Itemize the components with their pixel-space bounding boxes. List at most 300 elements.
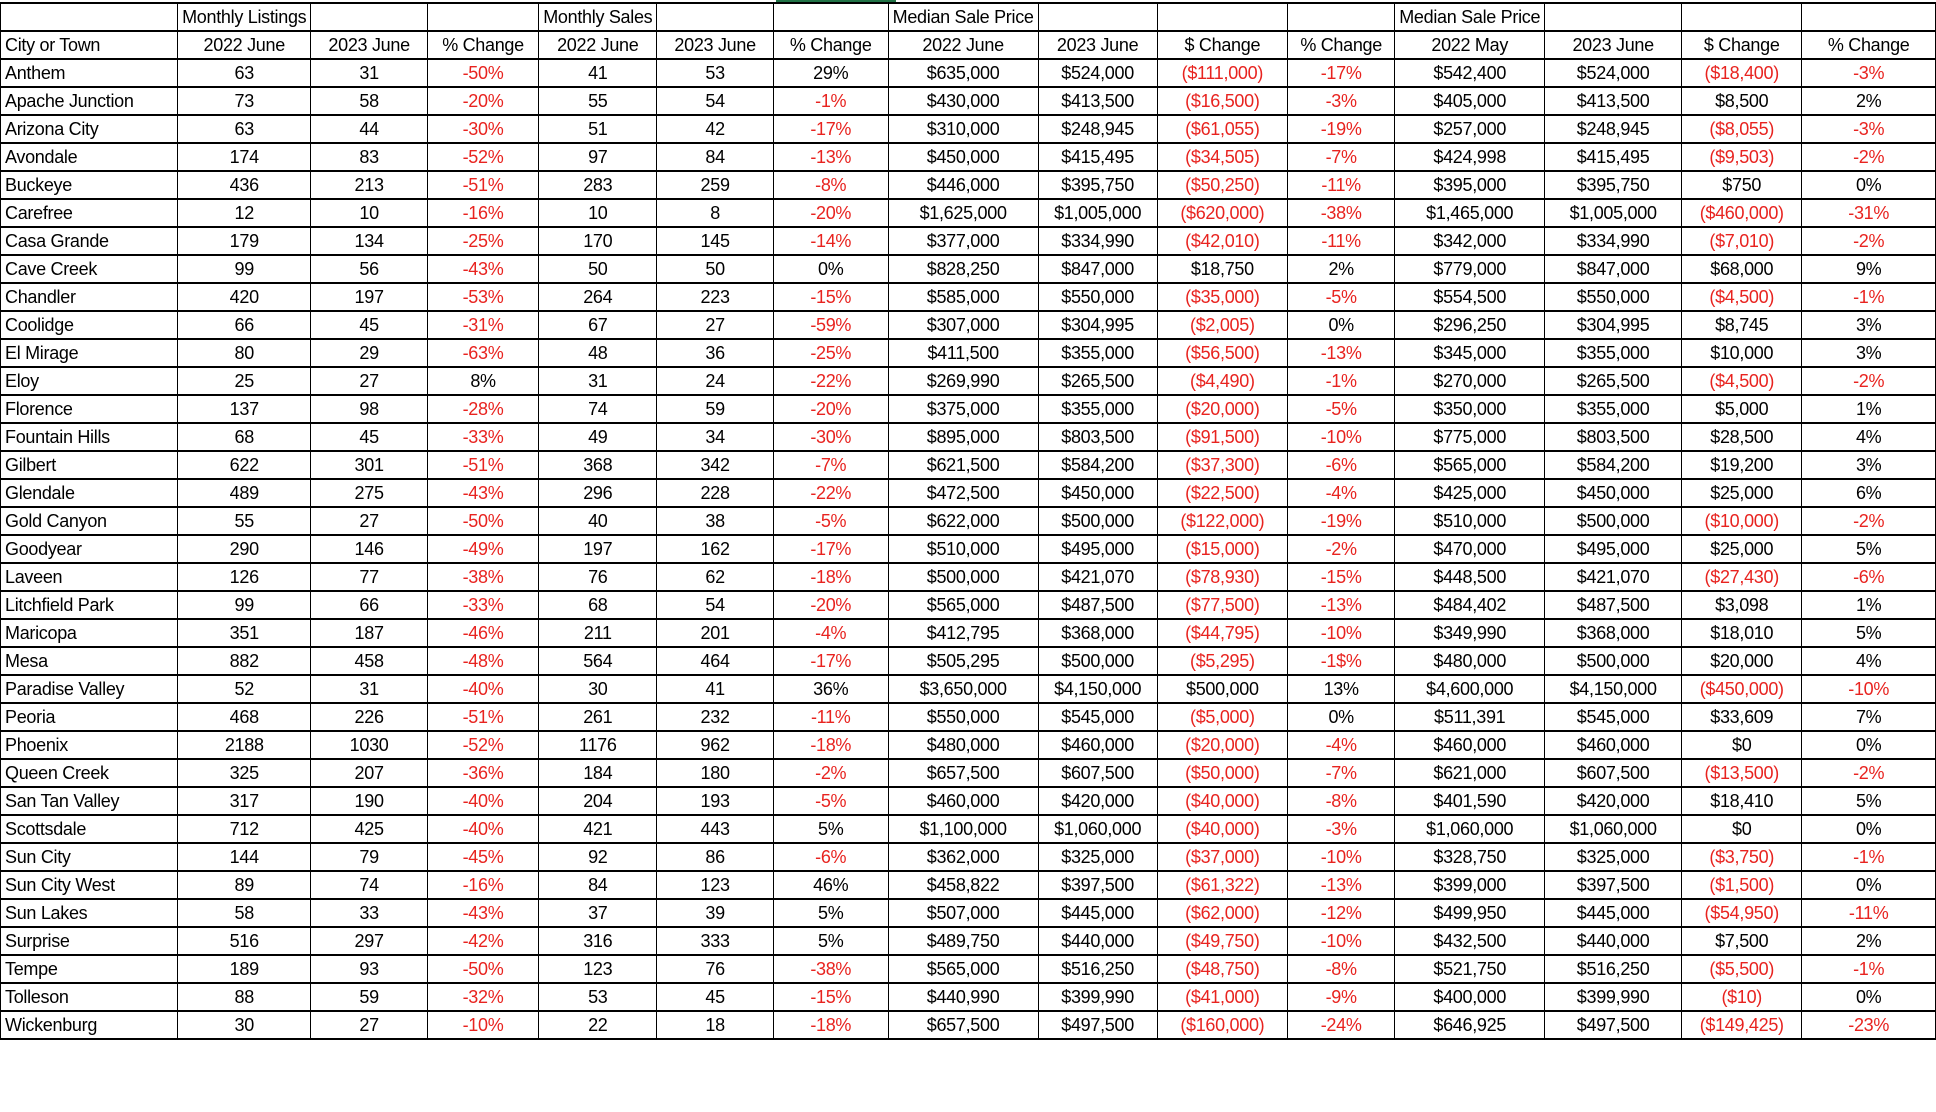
data-cell[interactable]: 31 <box>311 675 427 703</box>
data-cell[interactable]: 49 <box>539 423 657 451</box>
data-cell[interactable]: $421,070 <box>1545 563 1682 591</box>
data-cell[interactable]: ($4,500) <box>1682 283 1802 311</box>
data-cell[interactable]: $460,000 <box>1038 731 1157 759</box>
data-cell[interactable]: $1,060,000 <box>1395 815 1545 843</box>
data-cell[interactable]: $450,000 <box>1038 479 1157 507</box>
data-cell[interactable]: ($35,000) <box>1157 283 1287 311</box>
data-cell[interactable]: 50 <box>539 255 657 283</box>
data-cell[interactable]: 137 <box>178 395 311 423</box>
data-cell[interactable]: -10% <box>1288 927 1395 955</box>
data-cell[interactable]: ($40,000) <box>1157 815 1287 843</box>
data-cell[interactable]: 67 <box>539 311 657 339</box>
data-cell[interactable]: $397,500 <box>1038 871 1157 899</box>
data-cell[interactable]: $1,100,000 <box>888 815 1038 843</box>
city-name-cell[interactable]: Maricopa <box>1 619 178 647</box>
data-cell[interactable]: -43% <box>427 899 538 927</box>
data-cell[interactable]: -52% <box>427 143 538 171</box>
data-cell[interactable]: 0% <box>1802 815 1936 843</box>
data-cell[interactable]: 145 <box>657 227 773 255</box>
data-cell[interactable]: 36% <box>773 675 888 703</box>
city-name-cell[interactable]: Florence <box>1 395 178 423</box>
data-cell[interactable]: ($91,500) <box>1157 423 1287 451</box>
data-cell[interactable]: -49% <box>427 535 538 563</box>
data-cell[interactable]: 24 <box>657 367 773 395</box>
data-cell[interactable]: 54 <box>657 87 773 115</box>
data-cell[interactable]: 38 <box>657 507 773 535</box>
data-cell[interactable]: ($77,500) <box>1157 591 1287 619</box>
data-cell[interactable]: $516,250 <box>1545 955 1682 983</box>
data-cell[interactable]: ($10) <box>1682 983 1802 1011</box>
data-cell[interactable]: -50% <box>427 955 538 983</box>
data-cell[interactable]: $565,000 <box>888 955 1038 983</box>
data-cell[interactable]: $542,400 <box>1395 59 1545 87</box>
data-cell[interactable]: 180 <box>657 759 773 787</box>
data-cell[interactable]: $621,000 <box>1395 759 1545 787</box>
data-cell[interactable]: -11% <box>1288 171 1395 199</box>
data-cell[interactable]: -20% <box>427 87 538 115</box>
data-cell[interactable]: ($40,000) <box>1157 787 1287 815</box>
data-cell[interactable]: 98 <box>311 395 427 423</box>
data-cell[interactable]: $460,000 <box>888 787 1038 815</box>
data-cell[interactable]: $895,000 <box>888 423 1038 451</box>
data-cell[interactable]: $399,990 <box>1545 983 1682 1011</box>
data-cell[interactable]: $269,990 <box>888 367 1038 395</box>
data-cell[interactable]: 59 <box>311 983 427 1011</box>
data-cell[interactable]: $68,000 <box>1682 255 1802 283</box>
data-cell[interactable]: 10 <box>539 199 657 227</box>
data-cell[interactable]: 174 <box>178 143 311 171</box>
data-cell[interactable]: -3% <box>1288 87 1395 115</box>
group-header-cell[interactable] <box>1682 3 1802 31</box>
data-cell[interactable]: -1% <box>1802 283 1936 311</box>
data-cell[interactable]: $18,010 <box>1682 619 1802 647</box>
data-cell[interactable]: 468 <box>178 703 311 731</box>
data-cell[interactable]: -43% <box>427 255 538 283</box>
data-cell[interactable]: $25,000 <box>1682 479 1802 507</box>
data-cell[interactable]: -1% <box>1802 843 1936 871</box>
data-cell[interactable]: $25,000 <box>1682 535 1802 563</box>
data-cell[interactable]: 39 <box>657 899 773 927</box>
data-cell[interactable]: -30% <box>427 115 538 143</box>
data-cell[interactable]: $646,925 <box>1395 1011 1545 1039</box>
column-header-2022-june[interactable]: 2022 June <box>178 31 311 59</box>
data-cell[interactable]: -5% <box>1288 395 1395 423</box>
data-cell[interactable]: $395,750 <box>1545 171 1682 199</box>
group-header-cell[interactable]: Median Sale Price <box>888 3 1038 31</box>
city-name-cell[interactable]: Chandler <box>1 283 178 311</box>
data-cell[interactable]: $450,000 <box>888 143 1038 171</box>
data-cell[interactable]: $355,000 <box>1038 395 1157 423</box>
data-cell[interactable]: $803,500 <box>1545 423 1682 451</box>
data-cell[interactable]: 63 <box>178 115 311 143</box>
data-cell[interactable]: ($37,000) <box>1157 843 1287 871</box>
data-cell[interactable]: 44 <box>311 115 427 143</box>
column-header-change[interactable]: % Change <box>427 31 538 59</box>
data-cell[interactable]: 34 <box>657 423 773 451</box>
data-cell[interactable]: 489 <box>178 479 311 507</box>
data-cell[interactable]: -63% <box>427 339 538 367</box>
group-header-cell[interactable] <box>773 3 888 31</box>
data-cell[interactable]: 97 <box>539 143 657 171</box>
data-cell[interactable]: -50% <box>427 59 538 87</box>
city-name-cell[interactable]: Tolleson <box>1 983 178 1011</box>
column-header-2022-june[interactable]: 2022 June <box>539 31 657 59</box>
data-cell[interactable]: ($50,000) <box>1157 759 1287 787</box>
data-cell[interactable]: -19% <box>1288 115 1395 143</box>
data-cell[interactable]: ($3,750) <box>1682 843 1802 871</box>
data-cell[interactable]: $0 <box>1682 731 1802 759</box>
data-cell[interactable]: $445,000 <box>1545 899 1682 927</box>
data-cell[interactable]: 317 <box>178 787 311 815</box>
city-name-cell[interactable]: Mesa <box>1 647 178 675</box>
data-cell[interactable]: $265,500 <box>1545 367 1682 395</box>
data-cell[interactable]: $421,070 <box>1038 563 1157 591</box>
data-cell[interactable]: -17% <box>773 535 888 563</box>
data-cell[interactable]: -11% <box>1802 899 1936 927</box>
city-name-cell[interactable]: Queen Creek <box>1 759 178 787</box>
data-cell[interactable]: -8% <box>1288 787 1395 815</box>
data-cell[interactable]: $440,000 <box>1038 927 1157 955</box>
data-cell[interactable]: ($620,000) <box>1157 199 1287 227</box>
data-cell[interactable]: $362,000 <box>888 843 1038 871</box>
data-cell[interactable]: ($16,500) <box>1157 87 1287 115</box>
data-cell[interactable]: 74 <box>311 871 427 899</box>
data-cell[interactable]: $480,000 <box>888 731 1038 759</box>
data-cell[interactable]: ($5,500) <box>1682 955 1802 983</box>
data-cell[interactable]: $1,465,000 <box>1395 199 1545 227</box>
data-cell[interactable]: $8,745 <box>1682 311 1802 339</box>
data-cell[interactable]: 464 <box>657 647 773 675</box>
city-name-cell[interactable]: Arizona City <box>1 115 178 143</box>
data-cell[interactable]: 41 <box>539 59 657 87</box>
data-cell[interactable]: 333 <box>657 927 773 955</box>
data-cell[interactable]: -11% <box>773 703 888 731</box>
group-header-cell[interactable] <box>1157 3 1287 31</box>
data-cell[interactable]: $350,000 <box>1395 395 1545 423</box>
data-cell[interactable]: 41 <box>657 675 773 703</box>
group-header-cell[interactable] <box>1288 3 1395 31</box>
city-name-cell[interactable]: Tempe <box>1 955 178 983</box>
data-cell[interactable]: $345,000 <box>1395 339 1545 367</box>
data-cell[interactable]: 290 <box>178 535 311 563</box>
data-cell[interactable]: $440,000 <box>1545 927 1682 955</box>
data-cell[interactable]: -6% <box>1288 451 1395 479</box>
data-cell[interactable]: $480,000 <box>1395 647 1545 675</box>
data-cell[interactable]: -7% <box>773 451 888 479</box>
city-name-cell[interactable]: Gilbert <box>1 451 178 479</box>
data-cell[interactable]: 264 <box>539 283 657 311</box>
data-cell[interactable]: -16% <box>427 199 538 227</box>
data-cell[interactable]: $399,000 <box>1395 871 1545 899</box>
data-cell[interactable]: 68 <box>539 591 657 619</box>
data-cell[interactable]: $28,500 <box>1682 423 1802 451</box>
data-cell[interactable]: ($160,000) <box>1157 1011 1287 1039</box>
data-cell[interactable]: $470,000 <box>1395 535 1545 563</box>
data-cell[interactable]: 5% <box>773 927 888 955</box>
data-cell[interactable]: 2% <box>1288 255 1395 283</box>
data-cell[interactable]: 27 <box>311 1011 427 1039</box>
data-cell[interactable]: $499,950 <box>1395 899 1545 927</box>
data-cell[interactable]: $3,650,000 <box>888 675 1038 703</box>
data-cell[interactable]: 51 <box>539 115 657 143</box>
data-cell[interactable]: 0% <box>1802 731 1936 759</box>
data-cell[interactable]: -1% <box>1288 367 1395 395</box>
data-cell[interactable]: $500,000 <box>1038 507 1157 535</box>
city-name-cell[interactable]: Coolidge <box>1 311 178 339</box>
data-cell[interactable]: -25% <box>427 227 538 255</box>
data-cell[interactable]: 962 <box>657 731 773 759</box>
data-cell[interactable]: $307,000 <box>888 311 1038 339</box>
column-header-city-or-town[interactable]: City or Town <box>1 31 178 59</box>
data-cell[interactable]: 31 <box>311 59 427 87</box>
data-cell[interactable]: 74 <box>539 395 657 423</box>
data-cell[interactable]: -2% <box>1802 507 1936 535</box>
city-name-cell[interactable]: Carefree <box>1 199 178 227</box>
data-cell[interactable]: 193 <box>657 787 773 815</box>
data-cell[interactable]: 1030 <box>311 731 427 759</box>
data-cell[interactable]: 77 <box>311 563 427 591</box>
data-cell[interactable]: 5% <box>1802 535 1936 563</box>
data-cell[interactable]: $425,000 <box>1395 479 1545 507</box>
data-cell[interactable]: ($13,500) <box>1682 759 1802 787</box>
data-cell[interactable]: 226 <box>311 703 427 731</box>
data-cell[interactable]: -20% <box>773 591 888 619</box>
data-cell[interactable]: 52 <box>178 675 311 703</box>
data-cell[interactable]: 261 <box>539 703 657 731</box>
data-cell[interactable]: 68 <box>178 423 311 451</box>
data-cell[interactable]: -15% <box>1288 563 1395 591</box>
data-cell[interactable]: -52% <box>427 731 538 759</box>
data-cell[interactable]: -22% <box>773 367 888 395</box>
city-name-cell[interactable]: Peoria <box>1 703 178 731</box>
data-cell[interactable]: $296,250 <box>1395 311 1545 339</box>
data-cell[interactable]: ($27,430) <box>1682 563 1802 591</box>
city-name-cell[interactable]: Glendale <box>1 479 178 507</box>
data-cell[interactable]: ($20,000) <box>1157 395 1287 423</box>
city-name-cell[interactable]: Avondale <box>1 143 178 171</box>
data-cell[interactable]: ($5,000) <box>1157 703 1287 731</box>
data-cell[interactable]: $395,750 <box>1038 171 1157 199</box>
data-cell[interactable]: -23% <box>1802 1011 1936 1039</box>
data-cell[interactable]: 55 <box>178 507 311 535</box>
data-cell[interactable]: -2% <box>1802 367 1936 395</box>
data-cell[interactable]: $420,000 <box>1545 787 1682 815</box>
data-cell[interactable]: -4% <box>1288 479 1395 507</box>
data-cell[interactable]: -30% <box>773 423 888 451</box>
data-cell[interactable]: $368,000 <box>1038 619 1157 647</box>
data-cell[interactable]: 27 <box>311 507 427 535</box>
data-cell[interactable]: $413,500 <box>1038 87 1157 115</box>
data-cell[interactable]: $10,000 <box>1682 339 1802 367</box>
data-cell[interactable]: 5% <box>773 899 888 927</box>
data-cell[interactable]: ($5,295) <box>1157 647 1287 675</box>
data-cell[interactable]: $1,625,000 <box>888 199 1038 227</box>
data-cell[interactable]: $545,000 <box>1545 703 1682 731</box>
data-cell[interactable]: 3% <box>1802 451 1936 479</box>
data-cell[interactable]: $248,945 <box>1545 115 1682 143</box>
data-cell[interactable]: 45 <box>657 983 773 1011</box>
data-cell[interactable]: $460,000 <box>1545 731 1682 759</box>
data-cell[interactable]: 84 <box>657 143 773 171</box>
data-cell[interactable]: -51% <box>427 451 538 479</box>
data-cell[interactable]: -2% <box>1802 759 1936 787</box>
data-cell[interactable]: 425 <box>311 815 427 843</box>
data-cell[interactable]: $545,000 <box>1038 703 1157 731</box>
data-cell[interactable]: 36 <box>657 339 773 367</box>
data-cell[interactable]: $521,750 <box>1395 955 1545 983</box>
data-cell[interactable]: 62 <box>657 563 773 591</box>
data-cell[interactable]: 92 <box>539 843 657 871</box>
data-cell[interactable]: $524,000 <box>1545 59 1682 87</box>
data-cell[interactable]: 516 <box>178 927 311 955</box>
data-cell[interactable]: ($15,000) <box>1157 535 1287 563</box>
data-cell[interactable]: 3% <box>1802 339 1936 367</box>
column-header-2023-june[interactable]: 2023 June <box>1038 31 1157 59</box>
data-cell[interactable]: $20,000 <box>1682 647 1802 675</box>
data-cell[interactable]: -38% <box>1288 199 1395 227</box>
data-cell[interactable]: ($56,500) <box>1157 339 1287 367</box>
group-header-cell[interactable] <box>1038 3 1157 31</box>
data-cell[interactable]: 2% <box>1802 927 1936 955</box>
data-cell[interactable]: $847,000 <box>1545 255 1682 283</box>
data-cell[interactable]: $349,990 <box>1395 619 1545 647</box>
group-header-cell[interactable] <box>1545 3 1682 31</box>
data-cell[interactable]: 296 <box>539 479 657 507</box>
data-cell[interactable]: -36% <box>427 759 538 787</box>
data-cell[interactable]: -13% <box>1288 591 1395 619</box>
data-cell[interactable]: 33 <box>311 899 427 927</box>
data-cell[interactable]: $412,795 <box>888 619 1038 647</box>
data-cell[interactable]: ($54,950) <box>1682 899 1802 927</box>
column-header-change[interactable]: % Change <box>1288 31 1395 59</box>
data-cell[interactable]: -2% <box>1802 143 1936 171</box>
data-cell[interactable]: 29% <box>773 59 888 87</box>
data-cell[interactable]: ($42,010) <box>1157 227 1287 255</box>
data-cell[interactable]: -18% <box>773 563 888 591</box>
data-cell[interactable]: 1% <box>1802 395 1936 423</box>
data-cell[interactable]: -40% <box>427 815 538 843</box>
data-cell[interactable]: -38% <box>427 563 538 591</box>
data-cell[interactable]: ($4,490) <box>1157 367 1287 395</box>
data-cell[interactable]: 179 <box>178 227 311 255</box>
column-header-change[interactable]: $ Change <box>1682 31 1802 59</box>
data-cell[interactable]: $0 <box>1682 815 1802 843</box>
data-cell[interactable]: -33% <box>427 423 538 451</box>
data-cell[interactable]: $621,500 <box>888 451 1038 479</box>
data-cell[interactable]: -2% <box>1288 535 1395 563</box>
data-cell[interactable]: $440,990 <box>888 983 1038 1011</box>
data-cell[interactable]: $377,000 <box>888 227 1038 255</box>
data-cell[interactable]: -45% <box>427 843 538 871</box>
data-cell[interactable]: 1% <box>1802 591 1936 619</box>
data-cell[interactable]: 443 <box>657 815 773 843</box>
data-cell[interactable]: $657,500 <box>888 1011 1038 1039</box>
data-cell[interactable]: $750 <box>1682 171 1802 199</box>
data-cell[interactable]: ($34,505) <box>1157 143 1287 171</box>
data-cell[interactable]: ($10,000) <box>1682 507 1802 535</box>
data-cell[interactable]: 882 <box>178 647 311 675</box>
data-cell[interactable]: 48 <box>539 339 657 367</box>
data-cell[interactable]: 46% <box>773 871 888 899</box>
data-cell[interactable]: 190 <box>311 787 427 815</box>
data-cell[interactable]: 13% <box>1288 675 1395 703</box>
data-cell[interactable]: 2188 <box>178 731 311 759</box>
data-cell[interactable]: 50 <box>657 255 773 283</box>
data-cell[interactable]: -8% <box>773 171 888 199</box>
city-name-cell[interactable]: Phoenix <box>1 731 178 759</box>
data-cell[interactable]: -16% <box>427 871 538 899</box>
group-header-cell[interactable] <box>311 3 427 31</box>
data-cell[interactable]: ($62,000) <box>1157 899 1287 927</box>
data-cell[interactable]: 8% <box>427 367 538 395</box>
data-cell[interactable]: 162 <box>657 535 773 563</box>
data-cell[interactable]: $565,000 <box>1395 451 1545 479</box>
data-cell[interactable]: -1$% <box>1288 647 1395 675</box>
data-cell[interactable]: 4% <box>1802 647 1936 675</box>
data-cell[interactable]: 58 <box>311 87 427 115</box>
data-cell[interactable]: $828,250 <box>888 255 1038 283</box>
data-cell[interactable]: $500,000 <box>888 563 1038 591</box>
data-cell[interactable]: -4% <box>773 619 888 647</box>
data-cell[interactable]: $399,990 <box>1038 983 1157 1011</box>
data-cell[interactable]: -19% <box>1288 507 1395 535</box>
data-cell[interactable]: -10% <box>427 1011 538 1039</box>
data-cell[interactable]: $270,000 <box>1395 367 1545 395</box>
column-header-change[interactable]: % Change <box>773 31 888 59</box>
data-cell[interactable]: -10% <box>1288 619 1395 647</box>
data-cell[interactable]: -31% <box>1802 199 1936 227</box>
data-cell[interactable]: -17% <box>773 647 888 675</box>
data-cell[interactable]: $500,000 <box>1545 647 1682 675</box>
column-header-2022-june[interactable]: 2022 June <box>888 31 1038 59</box>
data-cell[interactable]: $484,402 <box>1395 591 1545 619</box>
data-cell[interactable]: 88 <box>178 983 311 1011</box>
data-cell[interactable]: $516,250 <box>1038 955 1157 983</box>
data-cell[interactable]: $424,998 <box>1395 143 1545 171</box>
data-cell[interactable]: 207 <box>311 759 427 787</box>
data-cell[interactable]: 76 <box>657 955 773 983</box>
city-name-cell[interactable]: Wickenburg <box>1 1011 178 1039</box>
city-name-cell[interactable]: Eloy <box>1 367 178 395</box>
data-cell[interactable]: 213 <box>311 171 427 199</box>
data-cell[interactable]: ($50,250) <box>1157 171 1287 199</box>
data-cell[interactable]: -59% <box>773 311 888 339</box>
data-cell[interactable]: 42 <box>657 115 773 143</box>
city-name-cell[interactable]: Anthem <box>1 59 178 87</box>
data-cell[interactable]: $1,005,000 <box>1545 199 1682 227</box>
data-cell[interactable]: 201 <box>657 619 773 647</box>
data-cell[interactable]: $507,000 <box>888 899 1038 927</box>
data-cell[interactable]: -1% <box>1802 955 1936 983</box>
data-cell[interactable]: -5% <box>1288 283 1395 311</box>
data-cell[interactable]: $257,000 <box>1395 115 1545 143</box>
data-cell[interactable]: -40% <box>427 787 538 815</box>
data-cell[interactable]: $1,060,000 <box>1038 815 1157 843</box>
data-cell[interactable]: -42% <box>427 927 538 955</box>
data-cell[interactable]: $497,500 <box>1038 1011 1157 1039</box>
data-cell[interactable]: -10% <box>1288 843 1395 871</box>
data-cell[interactable]: 4% <box>1802 423 1936 451</box>
data-cell[interactable]: $334,990 <box>1545 227 1682 255</box>
data-cell[interactable]: 18 <box>657 1011 773 1039</box>
data-cell[interactable]: $500,000 <box>1038 647 1157 675</box>
data-cell[interactable]: 2% <box>1802 87 1936 115</box>
data-cell[interactable]: $4,150,000 <box>1545 675 1682 703</box>
city-name-cell[interactable]: Surprise <box>1 927 178 955</box>
data-cell[interactable]: ($48,750) <box>1157 955 1287 983</box>
data-cell[interactable]: $4,600,000 <box>1395 675 1545 703</box>
column-header-change[interactable]: $ Change <box>1157 31 1287 59</box>
